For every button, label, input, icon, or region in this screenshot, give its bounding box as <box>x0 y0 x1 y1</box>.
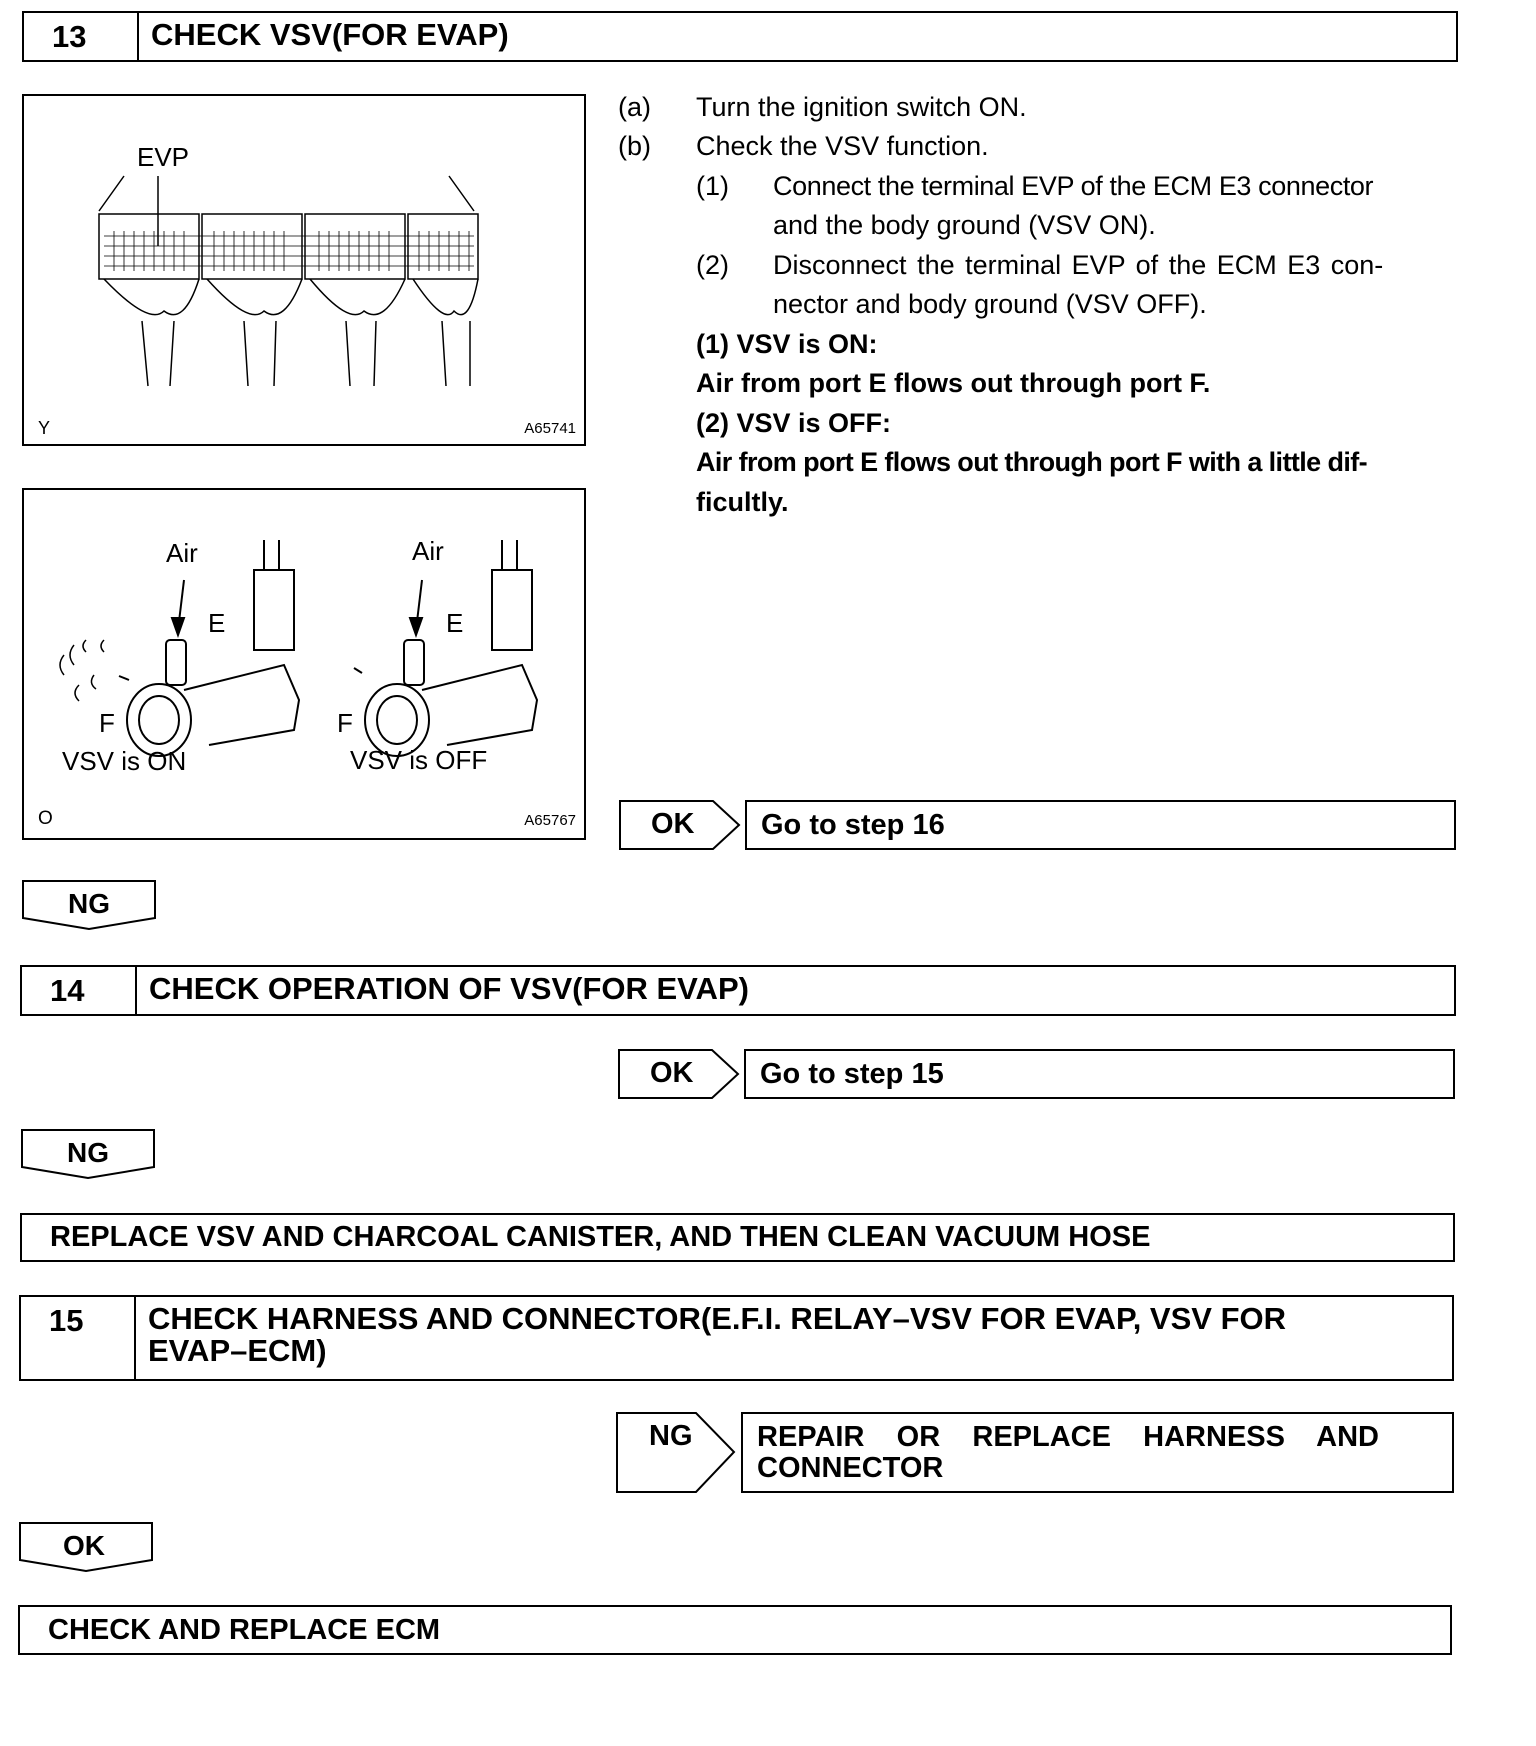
substep-marker: (2) <box>696 250 729 280</box>
result-heading: (2) VSV is OFF: <box>696 408 892 438</box>
instruction-text: and the body ground (VSV ON). <box>773 210 1156 240</box>
port-f-label-off: F <box>337 708 353 738</box>
ng-label: NG <box>649 1420 693 1452</box>
ok-arrow-step13 <box>619 800 741 850</box>
port-f-label-on: F <box>99 708 115 738</box>
instruction-text: Disconnect the terminal EVP of the ECM E3 con- <box>773 250 1384 280</box>
ok-arrow-step14 <box>618 1049 740 1099</box>
ecm-connector-figure <box>22 94 586 446</box>
ng-arrow-step15 <box>616 1412 738 1493</box>
step-title <box>136 1297 1452 1379</box>
replace-vsv-box: REPLACE VSV AND CHARCOAL CANISTER, AND THEN CLEAN VACUUM HOSE <box>20 1213 1455 1262</box>
step-title-line: EVAP–ECM) <box>148 1333 327 1368</box>
repair-text-line: REPAIR OR REPLACE HARNESS AND <box>757 1421 1379 1453</box>
step-title: CHECK VSV(FOR EVAP) <box>151 17 509 52</box>
step-marker: (b) <box>618 131 651 161</box>
go-to-step-15-box: Go to step 15 <box>744 1049 1455 1099</box>
caption-vsv-off: VSV is OFF <box>350 745 488 775</box>
air-label-off: Air <box>412 536 444 566</box>
instruction-text: Connect the terminal EVP of the ECM E3 connector <box>773 171 1374 201</box>
vsv-drawing <box>24 490 584 838</box>
ng-tab-step14 <box>21 1129 155 1179</box>
result-text: Air from port E flows out through port F with a little dif- <box>696 447 1368 477</box>
ok-label: OK <box>63 1530 105 1561</box>
instruction-text: nector and body ground (VSV OFF). <box>773 289 1207 319</box>
repair-text-line: CONNECTOR <box>757 1452 944 1484</box>
caption-vsv-on: VSV is ON <box>62 746 187 776</box>
step-15-header <box>19 1295 1454 1381</box>
step-number: 13 <box>24 13 139 60</box>
step-number: 14 <box>22 967 137 1014</box>
figure-code: A65741 <box>524 420 576 437</box>
substep-marker: (1) <box>696 171 729 201</box>
figure-code: A65767 <box>524 812 576 829</box>
ng-label: NG <box>68 888 110 919</box>
replace-ecm-box: CHECK AND REPLACE ECM <box>18 1605 1452 1655</box>
go-to-step-16-box: Go to step 16 <box>745 800 1456 850</box>
port-e-label-on: E <box>208 608 226 638</box>
figure-corner-mark: O <box>38 808 53 829</box>
vsv-operation-figure <box>22 488 586 840</box>
result-text: ficultly. <box>696 487 789 517</box>
instruction-text: Check the VSV function. <box>696 131 989 161</box>
step-number: 15 <box>21 1297 136 1379</box>
instruction-text: Turn the ignition switch ON. <box>696 92 1027 122</box>
ok-tab-step15 <box>19 1522 153 1572</box>
ng-tab-step13 <box>22 880 156 930</box>
figure-corner-mark: Y <box>38 418 51 438</box>
ecm-connector-drawing <box>24 96 584 444</box>
step-marker: (a) <box>618 92 651 122</box>
ng-label: NG <box>67 1137 109 1168</box>
port-e-label-off: E <box>446 608 464 638</box>
air-label-on: Air <box>166 538 198 568</box>
step-13-header <box>22 11 1458 62</box>
ok-label: OK <box>650 1057 694 1089</box>
ok-label: OK <box>651 808 695 840</box>
evp-label: EVP <box>137 142 190 172</box>
result-heading: (1) VSV is ON: <box>696 329 878 359</box>
repair-harness-box <box>741 1412 1454 1493</box>
step-title: CHECK OPERATION OF VSV(FOR EVAP) <box>149 971 749 1006</box>
step-14-header <box>20 965 1456 1016</box>
step-title-line: CHECK HARNESS AND CONNECTOR(E.F.I. RELAY–VSV FOR EVAP, VSV FOR <box>148 1301 1287 1336</box>
result-text: Air from port E flows out through port F. <box>696 368 1211 398</box>
